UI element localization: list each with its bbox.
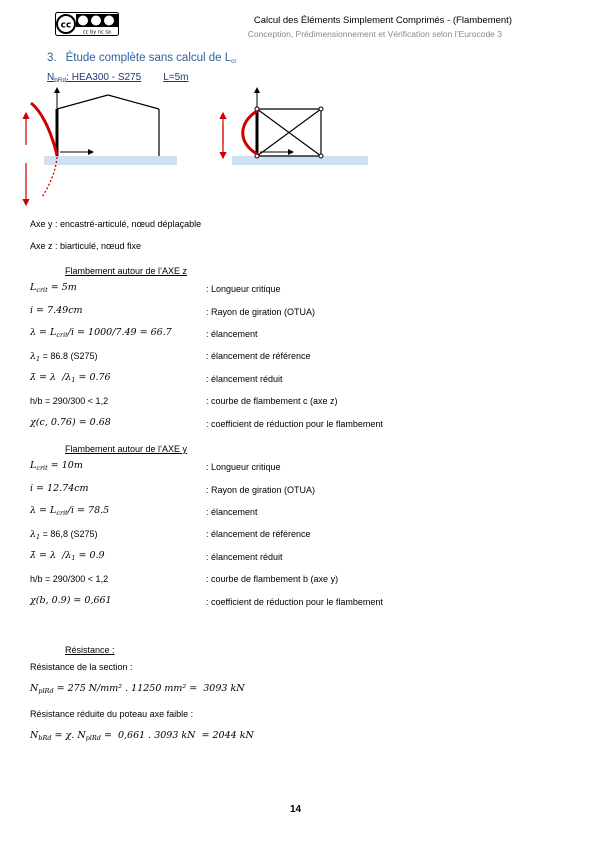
y-formula-lcrit: $L_{crit} = 10m$ (30, 460, 83, 472)
header-subtitle: Conception, Prédimensionnement et Vérification selon l’Eurocode 3 (247, 29, 502, 39)
heading-resistance: Résistance : (65, 645, 115, 655)
resistance-reduced-label: Résistance réduite du poteau axe faible : (30, 709, 194, 719)
z-formula-i: i = 7.49cm (30, 305, 83, 316)
profile-line: $N_{bRd}$: HEA300 - S275 L=5m (47, 72, 189, 84)
z-formula-lambda: $\lambda = L_{crit}/i = 1000/7.49 = 66.7$ (30, 327, 172, 339)
z-desc-chi: : coefficient de réduction pour le flambement (206, 419, 383, 429)
z-formula-lcrit: $L_{crit} = 5m$ (30, 282, 77, 294)
z-desc-lambda1: : élancement de référence (206, 351, 311, 361)
z-formula-lambda1: $\lambda_1 = 86.8$ (S275) (30, 351, 98, 363)
section-title: Étude complète sans calcul de L (65, 52, 232, 64)
y-desc-lambda1: : élancement de référence (206, 529, 311, 539)
svg-text:cc by nc sa: cc by nc sa (83, 29, 111, 36)
section-title-sub: cr (231, 58, 237, 65)
y-formula-lambda: $\lambda = L_{crit}/i = 78.5$ (30, 505, 110, 517)
z-desc-hb: : courbe de flambement c (axe z) (206, 396, 338, 406)
resistance-section-label: Résistance de la section : (30, 662, 133, 672)
y-formula-hb: h/b = 290/300 < 1,2 (30, 574, 109, 584)
svg-text:cc: cc (60, 20, 72, 31)
section-index: 3. (47, 52, 57, 64)
y-desc-chi: : coefficient de réduction pour le flambement (206, 597, 383, 607)
heading-axe-y: Flambement autour de l’AXE y (65, 444, 188, 454)
z-desc-lcrit: : Longueur critique (206, 284, 281, 294)
z-desc-lambda: : élancement (206, 329, 258, 339)
frame-diagram-braced (210, 85, 370, 175)
resistance-section-formula: $N_{plRd} = 275$ N/mm² . 11250 mm² = 3093 kN (30, 683, 245, 695)
note-axe-y: Axe y : encastré-articulé, nœud déplaçable (30, 219, 202, 229)
resistance-reduced-formula: $N_{bRd} = \chi$. $N_{plRd} = 0,661$ . 3093 kN = 2044 kN (30, 730, 254, 742)
z-desc-lambdabar: : élancement réduit (206, 374, 283, 384)
header-title: Calcul des Éléments Simplement Comprimés - (Flambement) (253, 15, 512, 26)
y-desc-i: : Rayon de giration (OTUA) (206, 485, 316, 495)
y-desc-hb: : courbe de flambement b (axe y) (206, 574, 339, 584)
y-formula-lambda1: $\lambda_1 = 86,8$ (S275) (30, 529, 98, 541)
section-heading (47, 52, 237, 65)
z-desc-i: : Rayon de giration (OTUA) (206, 307, 316, 317)
y-formula-lambdabar: λ̄ = λ $/\lambda_1 = 0.9$ (30, 550, 105, 562)
heading-axe-z: Flambement autour de l’AXE z (65, 266, 188, 276)
y-formula-chi: χ(b, 0.9) = 0,661 (30, 595, 112, 606)
cc-license-badge (55, 12, 119, 41)
page-number: 14 (290, 804, 302, 815)
y-desc-lcrit: : Longueur critique (206, 462, 281, 472)
note-axe-z: Axe z : biarticulé, nœud fixe (30, 241, 142, 251)
z-formula-lambdabar: λ̄ = λ $/\lambda_1 = 0.76$ (30, 372, 111, 384)
y-desc-lambda: : élancement (206, 507, 258, 517)
z-formula-hb: h/b = 290/300 < 1,2 (30, 396, 109, 406)
z-formula-chi: χ(c, 0.76) = 0.68 (30, 417, 111, 428)
y-desc-lambdabar: : élancement réduit (206, 552, 283, 562)
y-formula-i: i = 12.74cm (30, 483, 89, 494)
frame-diagram-sway (20, 85, 185, 215)
